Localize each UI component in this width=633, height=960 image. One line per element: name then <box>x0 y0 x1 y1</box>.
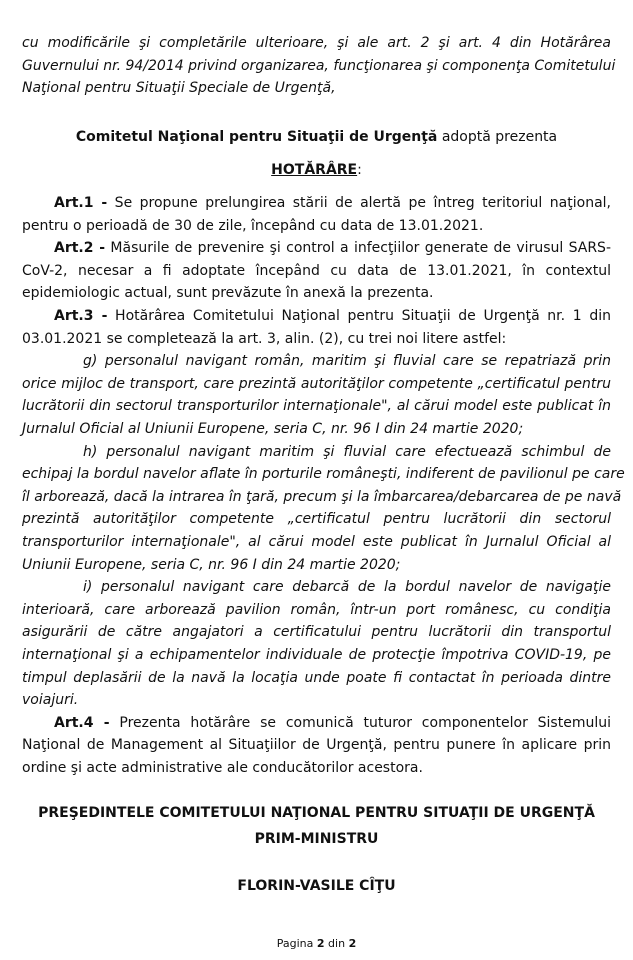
letter-g-line-3: lucrătorii din sectorul transporturilor internaţionale", al cărui model este publicat în <box>22 398 611 415</box>
letter-i-line-6: voiajuri. <box>22 692 79 709</box>
art3-label: Art.3 - <box>54 308 108 324</box>
art1-line-2: pentru o perioadă de 30 de zile, începând cu data de 13.01.2021. <box>22 217 484 234</box>
letter-i-line-4: internaţional şi a echipamentelor individuale de protecţie împotriva COVID-19, pe <box>22 647 611 663</box>
art2-text-1: Măsurile de prevenire şi control a infecţiilor generate de virusul SARS- <box>105 240 611 257</box>
decision-colon: : <box>357 162 362 178</box>
art2-label: Art.2 - <box>54 240 106 257</box>
preamble-line-1: cu modificările şi completările ulterioare, şi ale art. 2 şi art. 4 din Hotărârea <box>22 35 611 51</box>
page-footer <box>0 937 633 951</box>
letter-i-line-1: i) personalul navigant care debarcă de la bordul navelor de navigaţie <box>83 579 611 596</box>
adoption-line <box>0 127 633 147</box>
footer-prefix: Pagina <box>276 937 317 950</box>
art4-text-1: Prezenta hotărâre se comunică tuturor componentelor Sistemului <box>109 714 611 731</box>
art2-line-1 <box>22 237 611 260</box>
letter-i-line-2: interioară, care arborează pavilion român, într-un port românesc, cu condiţia <box>22 601 611 618</box>
art4-label: Art.4 - <box>54 714 110 731</box>
adoption-suffix: adoptă prezenta <box>437 129 558 145</box>
preamble-line-2: Guvernului nr. 94/2014 privind organizarea, funcţionarea şi componenţa Comitetului <box>22 57 616 74</box>
letter-i-line-5: timpul deplasării de la navă la locaţia unde poate fi contactat în perioada dintre <box>22 669 611 686</box>
art3-text-1: Hotărârea Comitetului Naţional pentru Situaţii de Urgenţă nr. 1 din <box>107 308 611 324</box>
footer-total-pages: 2 <box>348 937 357 950</box>
art1-text-1: Se propune prelungirea stării de alertă pe întreg teritoriul naţional, <box>107 195 611 211</box>
letter-g-line-2: orice mijloc de transport, care prezintă autorităţilor competente „certificatul pentru <box>22 375 611 392</box>
letter-g-line-4: Jurnalul Oficial al Uniunii Europene, seria C, nr. 96 I din 24 martie 2020; <box>22 421 524 437</box>
art4-line-3: ordine şi acte administrative ale conducătorilor acestora. <box>22 760 423 776</box>
footer-middle: din <box>324 937 349 950</box>
letter-i-line-3: asigurării de către angajatori a certificatului pentru lucrătorii din transportul <box>22 624 611 641</box>
letter-h-line-6: Uniunii Europene, seria C, nr. 96 I din 24 martie 2020; <box>22 556 401 573</box>
letter-h-line-2: echipaj la bordul navelor aflate în porturile româneşti, indiferent de pavilionul pe care <box>22 466 625 483</box>
letter-h-line-1: h) personalul navigant maritim şi fluvial care efectuează schimbul de <box>83 443 611 460</box>
decision-title-line <box>0 160 633 180</box>
letter-h-line-3: îl arborează, dacă la intrarea în ţară, precum şi la îmbarcarea/debarcarea de pe navă <box>22 488 622 505</box>
art4-line-2: Naţional de Management al Situaţiilor de Urgenţă, pentru punere în aplicare prin <box>22 737 611 754</box>
decision-title: HOTĂRÂRE <box>271 162 358 178</box>
art3-line-1 <box>22 305 611 328</box>
signature-role-line-2: PRIM-MINISTRU <box>254 831 379 847</box>
signature-role-line-1: PREŞEDINTELE COMITETULUI NAŢIONAL PENTRU SITUAŢII DE URGENŢĂ <box>38 805 595 821</box>
committee-name: Comitetul Naţional pentru Situaţii de Urgenţă <box>75 129 438 145</box>
signatory-name: FLORIN-VASILE CÎŢU <box>237 878 396 894</box>
footer-current-page: 2 <box>316 937 325 950</box>
letter-h-line-5: transporturilor internaţionale", al cărui model este publicat în Jurnalul Oficial al <box>22 534 611 550</box>
letter-g-line-1: g) personalul navigant român, maritim şi fluvial care se repatriază prin <box>83 353 611 370</box>
art4-line-1 <box>22 712 611 735</box>
letter-h-line-4: prezintă autorităţilor competente „certificatul pentru lucrătorii din sectorul <box>22 511 611 528</box>
preamble-line-3: Naţional pentru Situaţii Speciale de Urgenţă, <box>22 80 336 97</box>
art3-line-2: 03.01.2021 se completează la art. 3, alin. (2), cu trei noi litere astfel: <box>22 330 507 347</box>
art2-line-3: epidemiologic actual, sunt prevăzute în anexă la prezenta. <box>22 285 434 302</box>
art1-line-1 <box>22 192 611 215</box>
art2-line-2: CoV-2, necesar a fi adoptate începând cu data de 13.01.2021, în contextul <box>22 262 611 279</box>
art1-label: Art.1 - <box>54 195 108 211</box>
